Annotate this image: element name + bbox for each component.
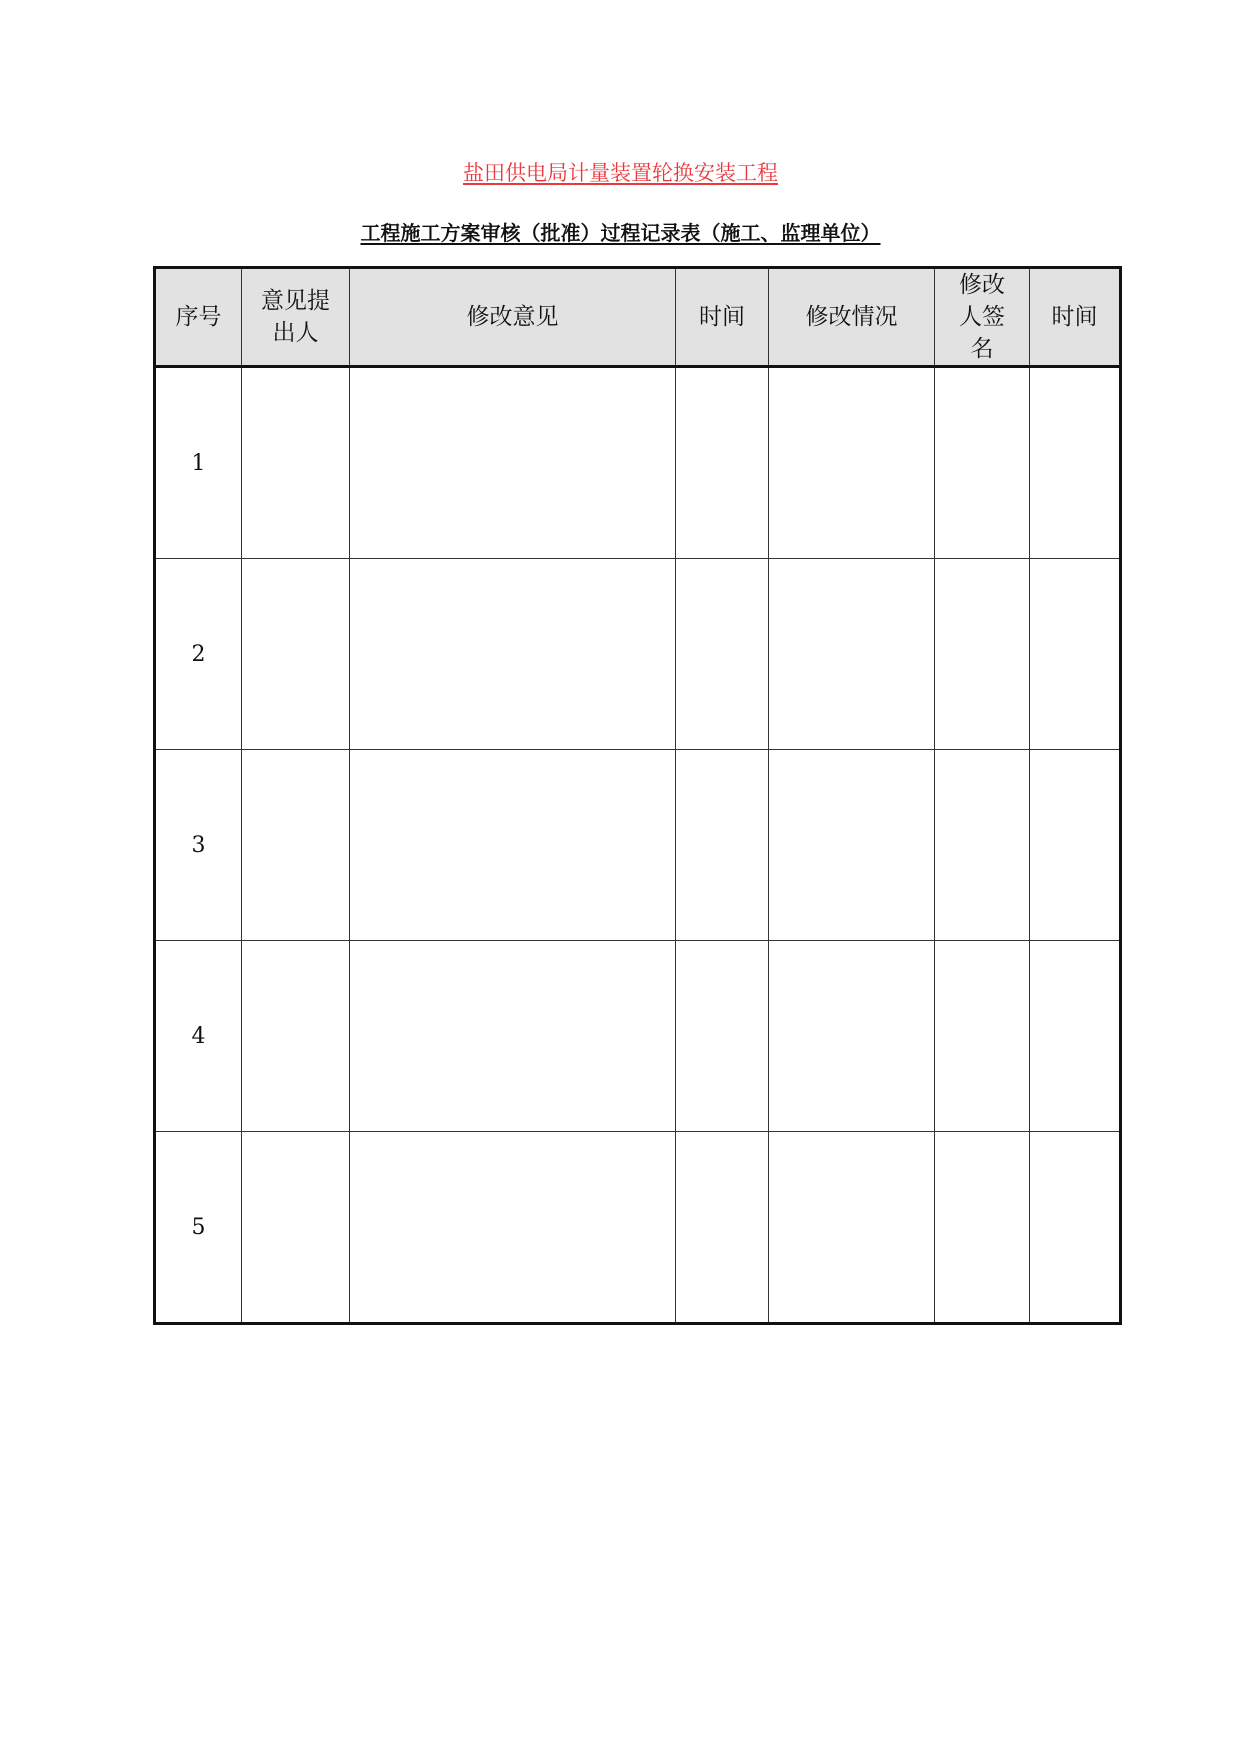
reviser-signature-cell[interactable] (935, 367, 1030, 559)
time-cell[interactable] (676, 750, 769, 941)
revision-status-cell[interactable] (769, 559, 935, 750)
project-title (0, 158, 1241, 188)
opinion-proposer-cell[interactable] (242, 1132, 350, 1324)
reviser-signature-cell[interactable] (935, 559, 1030, 750)
reviser-signature-cell[interactable] (935, 1132, 1030, 1324)
time-2-cell[interactable] (1030, 750, 1121, 941)
header-revision-opinion: 修改意见 (350, 268, 676, 367)
time-2-cell[interactable] (1030, 559, 1121, 750)
header-reviser-signature: 修改 人签 名 (935, 268, 1030, 367)
reviser-signature-cell[interactable] (935, 750, 1030, 941)
header-opinion-proposer: 意见提 出人 (242, 268, 350, 367)
project-title-text: 盐田供电局计量装置轮换安装工程 (463, 161, 778, 185)
form-title (0, 218, 1241, 248)
revision-opinion-cell[interactable] (350, 559, 676, 750)
table-row (155, 1132, 1121, 1324)
revision-opinion-cell[interactable] (350, 367, 676, 559)
revision-status-cell[interactable] (769, 750, 935, 941)
opinion-proposer-cell[interactable] (242, 941, 350, 1132)
time-2-cell[interactable] (1030, 941, 1121, 1132)
row-index: 4 (155, 941, 242, 1132)
table-row (155, 750, 1121, 941)
form-title-text: 工程施工方案审核（批准）过程记录表（施工、监理单位） (360, 221, 881, 245)
opinion-proposer-cell[interactable] (242, 367, 350, 559)
revision-status-cell[interactable] (769, 1132, 935, 1324)
time-cell[interactable] (676, 367, 769, 559)
time-2-cell[interactable] (1030, 1132, 1121, 1324)
review-record-table (153, 266, 1122, 1325)
opinion-proposer-cell[interactable] (242, 750, 350, 941)
revision-status-cell[interactable] (769, 367, 935, 559)
time-cell[interactable] (676, 1132, 769, 1324)
table-header-row (155, 268, 1121, 367)
table-row (155, 367, 1121, 559)
table-row (155, 941, 1121, 1132)
row-index: 3 (155, 750, 242, 941)
row-index: 5 (155, 1132, 242, 1324)
time-cell[interactable] (676, 941, 769, 1132)
row-index: 1 (155, 367, 242, 559)
revision-opinion-cell[interactable] (350, 750, 676, 941)
opinion-proposer-cell[interactable] (242, 559, 350, 750)
revision-opinion-cell[interactable] (350, 941, 676, 1132)
table-row (155, 559, 1121, 750)
header-revision-status: 修改情况 (769, 268, 935, 367)
revision-status-cell[interactable] (769, 941, 935, 1132)
revision-opinion-cell[interactable] (350, 1132, 676, 1324)
header-time: 时间 (676, 268, 769, 367)
header-index: 序号 (155, 268, 242, 367)
time-2-cell[interactable] (1030, 367, 1121, 559)
row-index: 2 (155, 559, 242, 750)
reviser-signature-cell[interactable] (935, 941, 1030, 1132)
time-cell[interactable] (676, 559, 769, 750)
header-time-2: 时间 (1030, 268, 1121, 367)
